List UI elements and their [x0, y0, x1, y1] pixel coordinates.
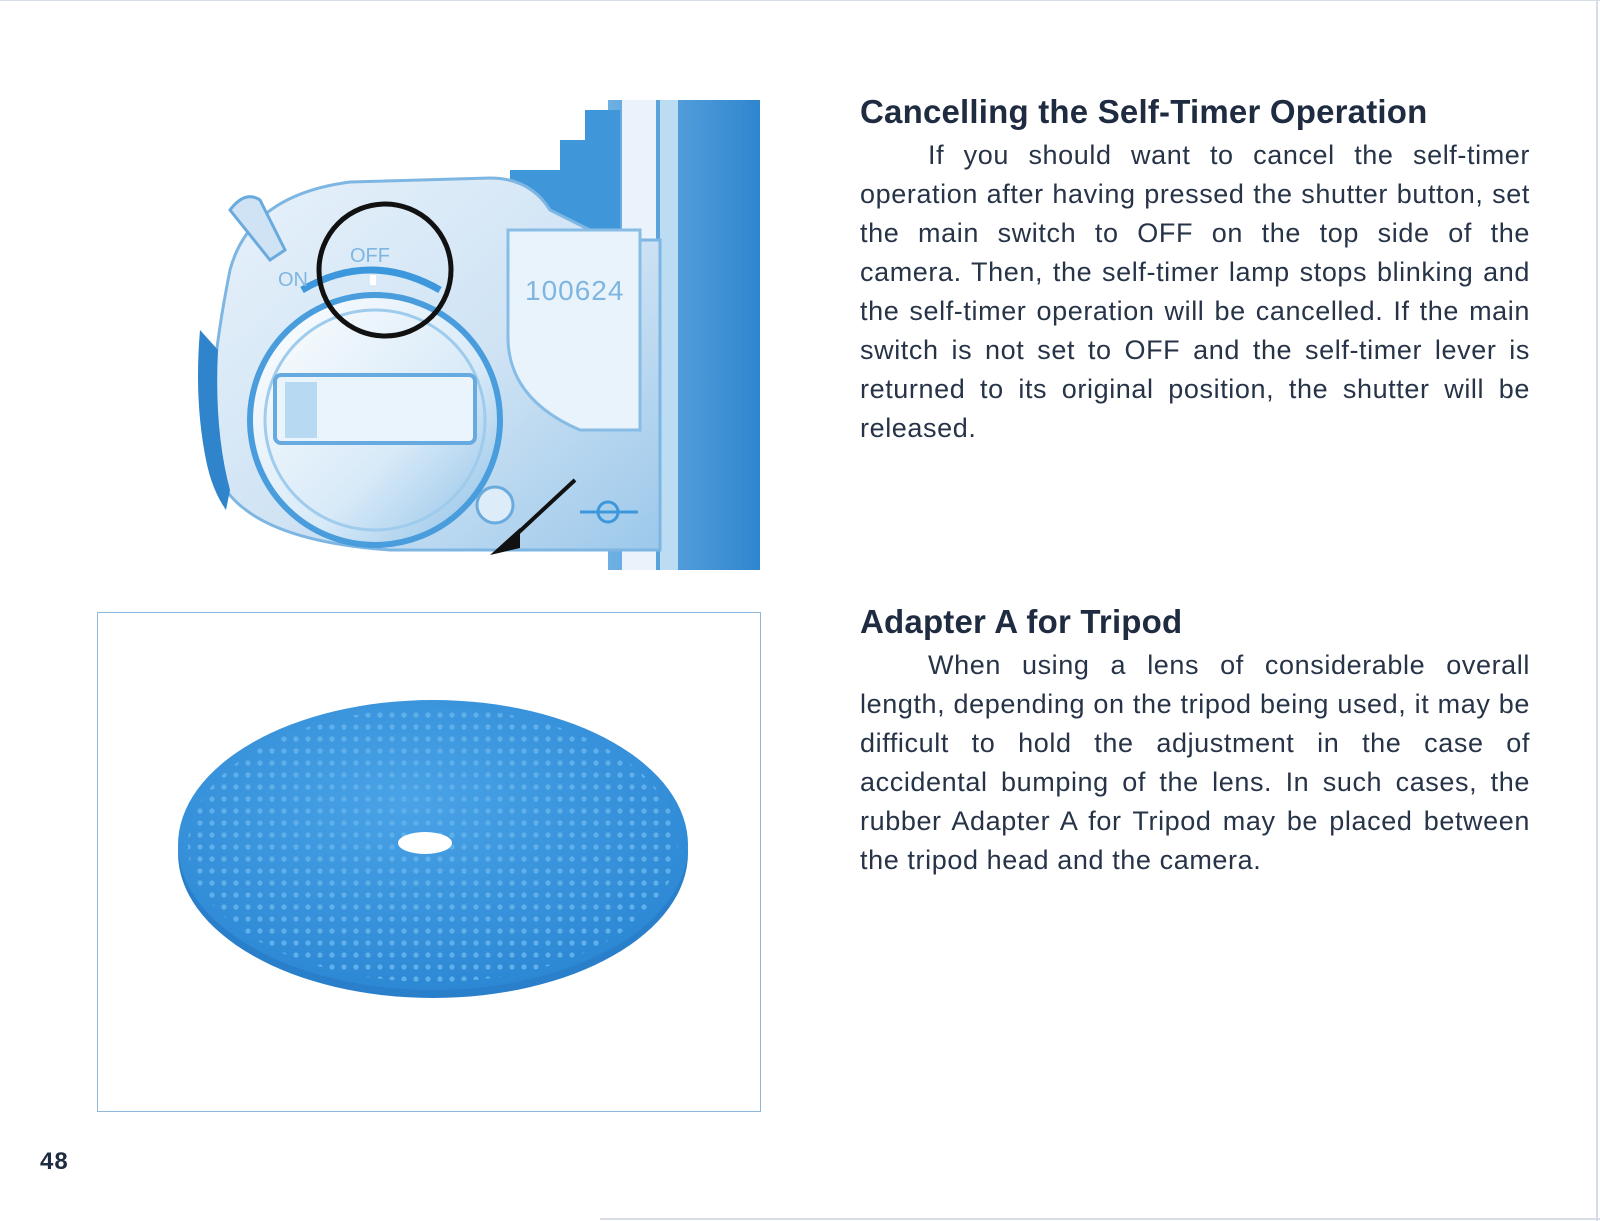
paragraph-tripod-adapter: When using a lens of considerable overall length, depending on the tripod being used, it may be difficult to hold the adjustment in the case of accidental bumping of the lens. In such cases, the rubber Adapter A for Tripod may be placed between the tripod head and the camera. — [860, 650, 1530, 875]
tripod-adapter-photo — [97, 612, 761, 1112]
serial-number: 100624 — [525, 275, 625, 306]
paragraph-selftimer-cancel: If you should want to cancel the self-timer operation after having pressed the shutter button, set the main switch to OFF on the top side of the camera. Then, the self-timer lamp stops blinking and the self-timer operation will be cancelled. If the main switch is not set to OFF and the self-timer lever is returned to its original position, the shutter will be released. — [860, 140, 1530, 443]
switch-label-on: ON — [278, 269, 308, 291]
heading-selftimer-cancel: Cancelling the Self-Timer Operation — [860, 93, 1428, 130]
section-tripod-adapter — [860, 602, 1530, 880]
top-edge-line — [0, 0, 1600, 1]
switch-label-off: OFF — [350, 245, 390, 267]
section-selftimer-cancel — [860, 92, 1530, 448]
heading-tripod-adapter: Adapter A for Tripod — [860, 603, 1183, 640]
adapter-center-hole — [398, 832, 452, 854]
right-edge-line — [1596, 0, 1598, 1221]
camera-switch-photo — [190, 100, 760, 575]
page-number: 48 — [40, 1148, 69, 1175]
bottom-edge-line — [600, 1218, 1600, 1220]
